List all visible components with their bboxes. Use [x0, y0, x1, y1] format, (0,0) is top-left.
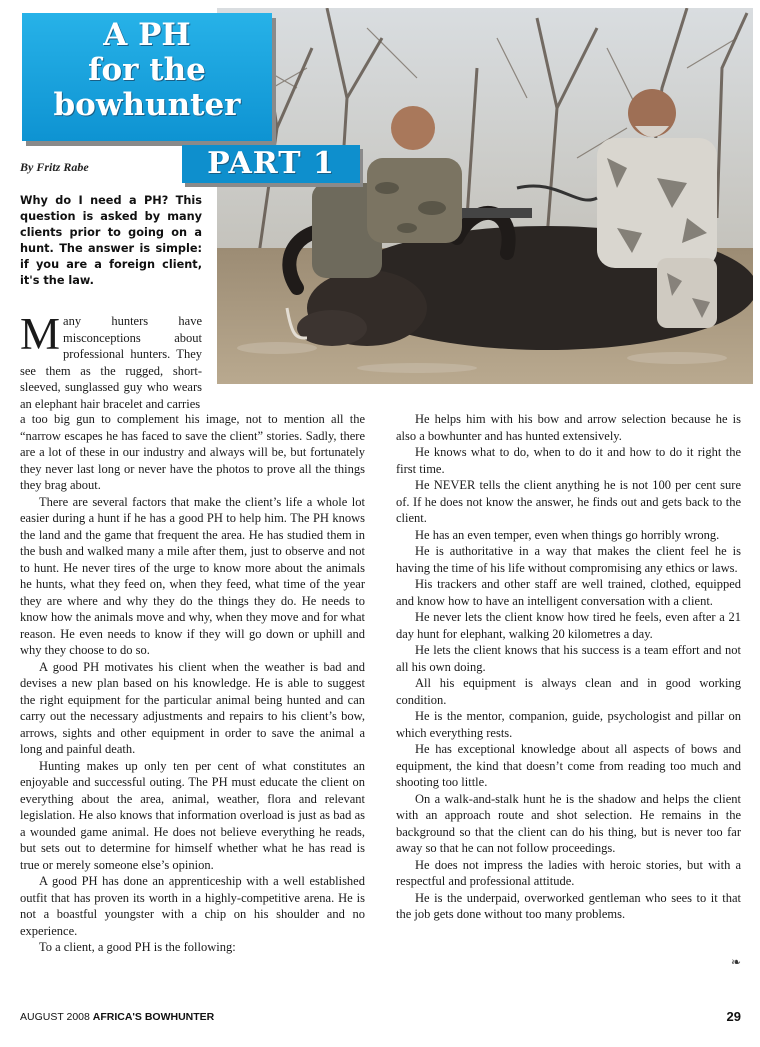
paragraph: He never lets the client know how tired he feels, even after a 21 day hunt for elephant, walking 20 kilometres a day.	[396, 610, 741, 641]
paragraph: There are several factors that make the client’s life a whole lot easier during a hunt if he has a good PH to help him. The PH knows the land and the game that frequent the area. He has studied them in the bush and walked many a mile after them, just to observe and not to hunt. He never tires of the urge to know more about the animals he hunts, what they feed on, when they feed, what time of the year they are where and why they do the things they do. He needs to know how the animals move and why, when they move and for what reason. He even needs to know if they will go down or uphill and why they choose to do so.	[20, 494, 365, 657]
title-line-2: for the	[88, 52, 206, 88]
end-of-article-icon: ❧	[731, 955, 742, 969]
paragraph: His trackers and other staff are well trained, clothed, equipped and know how to have an intelligent conversation with a client.	[396, 577, 741, 608]
paragraph: Hunting makes up only ten per cent of what constitutes an enjoyable and successful outing. The PH must educate the client on everything about the area, animal, weather, flora and relevant legislation. He also knows that information overload is just as bad as a wounded game animal. He does not believe everything he reads, but sets out to determine for himself whether what he has read is true or merely someone else’s opinion.	[20, 758, 365, 872]
footer-issue	[20, 1011, 214, 1023]
right-column	[396, 411, 741, 923]
paragraph: A good PH has done an apprenticeship with a well established outfit that has proven its worth in a highly-competitive arena. He is not a boastful youngster with a chip on his shoulder and no experience.	[20, 874, 365, 938]
drop-cap: M	[20, 309, 61, 359]
paragraph: a too big gun to complement his image, not to mention all the “narrow escapes he has faced to save the client” stories. Sadly, there are a lot of these in our industry and always will be, but fortunately they never last long or never have the photos to prove all the things they brag about.	[20, 412, 365, 492]
part-label: PART 1	[182, 145, 360, 183]
lead-text: any hunters have misconceptions about professional hunters. They see them as the rugged, short-sleeved, sunglassed guy who wears an elephant hair bracelet and carries	[20, 314, 202, 411]
footer-date: AUGUST 2008	[20, 1011, 90, 1023]
paragraph: He has an even temper, even when things go horribly wrong.	[415, 527, 720, 542]
paragraph: All his equipment is always clean and in good working condition.	[396, 676, 741, 707]
paragraph: A good PH motivates his client when the weather is bad and devises a new plan based on his knowledge. He is able to suggest the right equipment for the particular animal being hunted and can carry out the necessary adjustments and repairs to his client’s bow, arrows, sights and other equipment in order to save the animal a long and painful death.	[20, 659, 365, 756]
byline: By Fritz Rabe	[20, 160, 89, 174]
article-title-box	[22, 13, 272, 141]
hunting-photo	[217, 8, 753, 384]
page-number: 29	[726, 1009, 741, 1024]
paragraph: He has exceptional knowledge about all aspects of bows and equipment, the kind that doesn’t come from reading too much and shooting too little.	[396, 742, 741, 789]
left-column	[20, 411, 365, 956]
paragraph: He knows what to do, when to do it and how to do it right the first time.	[396, 445, 741, 476]
buffalo-hunt-illustration	[217, 8, 753, 384]
paragraph: To a client, a good PH is the following:	[39, 940, 236, 954]
paragraph: He does not impress the ladies with heroic stories, but with a respectful and professional attitude.	[396, 857, 741, 888]
paragraph: On a walk-and-stalk hunt he is the shadow and helps the client with an approach route and shot selection. He remains in the background so that the client can do his thing, but is never too far away so that he can not follow proceedings.	[396, 791, 741, 855]
intro-paragraph: Why do I need a PH? This question is asked by many clients prior to going on a hunt. The answer is simple: if you are a foreign client, it's the law.	[20, 194, 202, 287]
paragraph: He lets the client knows that his success is a team effort and not all his own doing.	[396, 643, 741, 674]
paragraph: He NEVER tells the client anything he is not 100 per cent sure of. If he does not know the answer, he finds out and gets back to the client.	[396, 478, 741, 525]
paragraph: He is the underpaid, overworked gentleman who sees to it that the job gets done without too many problems.	[396, 890, 741, 921]
footer-magazine: AFRICA'S BOWHUNTER	[92, 1011, 215, 1023]
lead-paragraph	[20, 309, 202, 412]
title-line-1: A PH	[103, 17, 191, 53]
paragraph: He helps him with his bow and arrow selection because he is also a bowhunter and has hunted extensively.	[396, 412, 741, 443]
paragraph: He is the mentor, companion, guide, psychologist and pillar on which everything rests.	[396, 709, 741, 740]
title-line-3: bowhunter	[53, 87, 241, 123]
paragraph: He is authoritative in a way that makes the client feel he is having the time of his life without compromising any ethics or laws.	[396, 544, 741, 575]
